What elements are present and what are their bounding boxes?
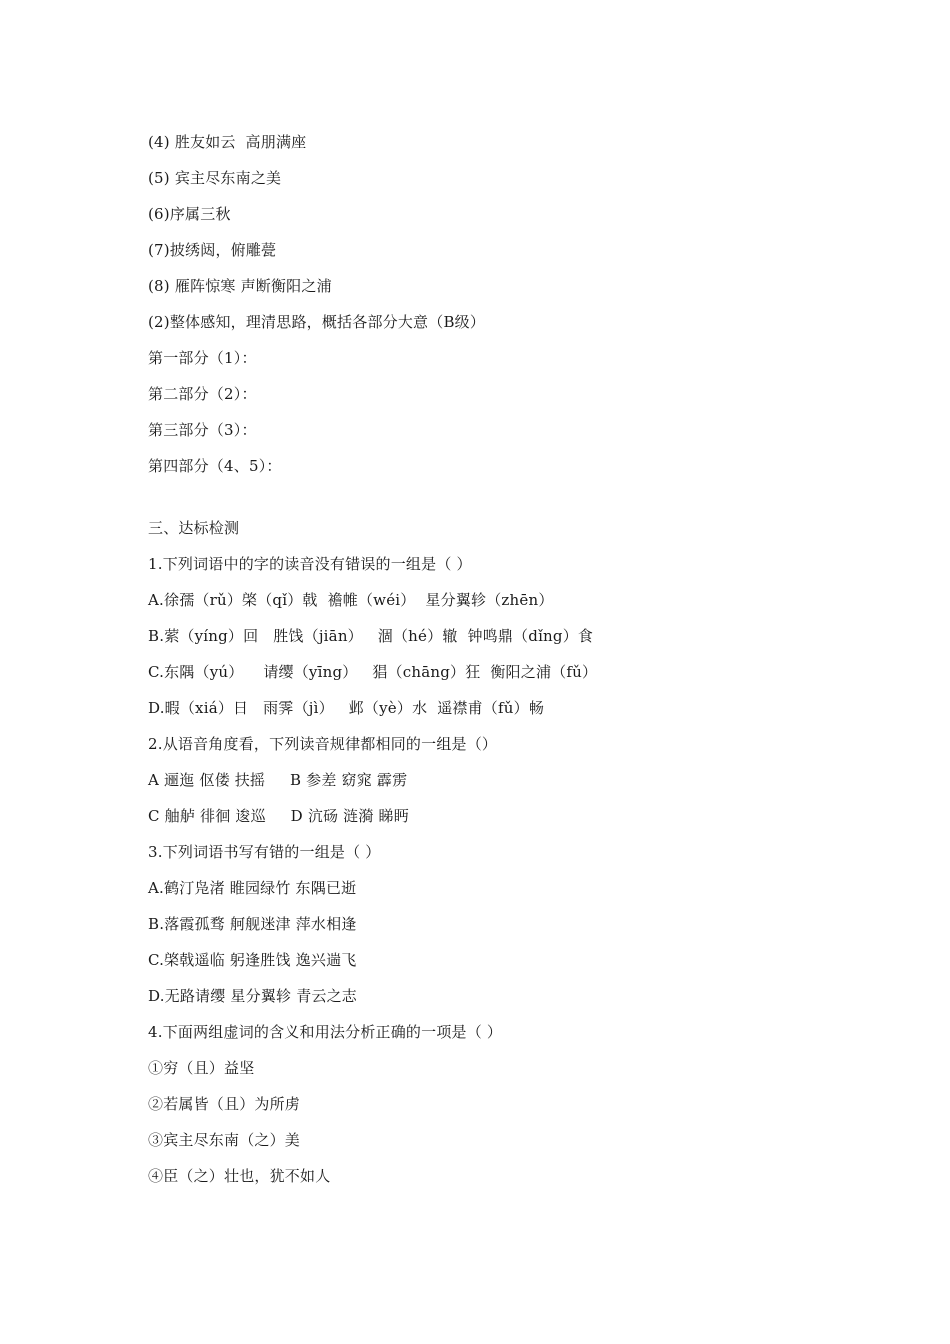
question-line: 1.下列词语中的字的读音没有错误的一组是（ ） bbox=[148, 555, 472, 573]
option-line: B.落霞孤骛 舸舰迷津 萍水相逢 bbox=[148, 915, 357, 933]
option-line: ②若属皆（且）为所虏 bbox=[148, 1095, 301, 1113]
option-line: ④臣（之）壮也，犹不如人 bbox=[148, 1167, 331, 1185]
option-line: B.萦（yíng）回 胜饯（jiān） 涸（hé）辙 钟鸣鼎（dǐng）食 bbox=[148, 627, 594, 645]
option-line: A.徐孺（rǔ）棨（qǐ）戟 襜帷（wéi） 星分翼轸（zhēn） bbox=[148, 591, 554, 609]
option-line: A 逦迤 伛偻 扶摇 B 参差 窈窕 霹雳 bbox=[148, 771, 408, 789]
option-line: ③宾主尽东南（之）美 bbox=[148, 1131, 301, 1149]
question-line: 2.从语音角度看，下列读音规律都相同的一组是（） bbox=[148, 735, 498, 753]
text-line: (2)整体感知，理清思路，概括各部分大意（B级） bbox=[148, 313, 486, 331]
text-line: (6)序属三秋 bbox=[148, 205, 231, 223]
text-line: 第二部分（2）： bbox=[148, 385, 257, 403]
document-page bbox=[148, 124, 848, 1194]
text-line: 第四部分（4、5）： bbox=[148, 457, 282, 475]
option-line: ①穷（且）益坚 bbox=[148, 1059, 255, 1077]
question-line: 4.下面两组虚词的含义和用法分析正确的一项是（ ） bbox=[148, 1023, 503, 1041]
part-b-block bbox=[148, 546, 848, 1194]
option-line: D.暇（xiá）日 雨霁（jì） 邺（yè）水 遥襟甫（fǔ）畅 bbox=[148, 699, 545, 717]
option-line: D.无路请缨 星分翼轸 青云之志 bbox=[148, 987, 357, 1005]
option-line: A.鹤汀凫渚 睢园绿竹 东隅已逝 bbox=[148, 879, 357, 897]
section-gap bbox=[148, 484, 848, 510]
text-line: 第三部分（3）： bbox=[148, 421, 257, 439]
section-title: 三、达标检测 bbox=[148, 519, 240, 537]
text-line: (5) 宾主尽东南之美 bbox=[148, 169, 282, 187]
part-a-block bbox=[148, 124, 848, 484]
option-line: C.东隅（yú） 请缨（yīng） 猖（chāng）狂 衡阳之浦（fǔ） bbox=[148, 663, 598, 681]
text-line: (7)披绣闼，俯雕甍 bbox=[148, 241, 277, 259]
text-line: 第一部分（1）： bbox=[148, 349, 257, 367]
option-line: C.棨戟遥临 躬逢胜饯 逸兴遄飞 bbox=[148, 951, 357, 969]
text-line: (8) 雁阵惊寒 声断衡阳之浦 bbox=[148, 277, 332, 295]
text-line: (4) 胜友如云 高朋满座 bbox=[148, 133, 307, 151]
option-line: C 舳舻 徘徊 逡巡 D 沆砀 涟漪 睇眄 bbox=[148, 807, 409, 825]
question-line: 3.下列词语书写有错的一组是（ ） bbox=[148, 843, 381, 861]
